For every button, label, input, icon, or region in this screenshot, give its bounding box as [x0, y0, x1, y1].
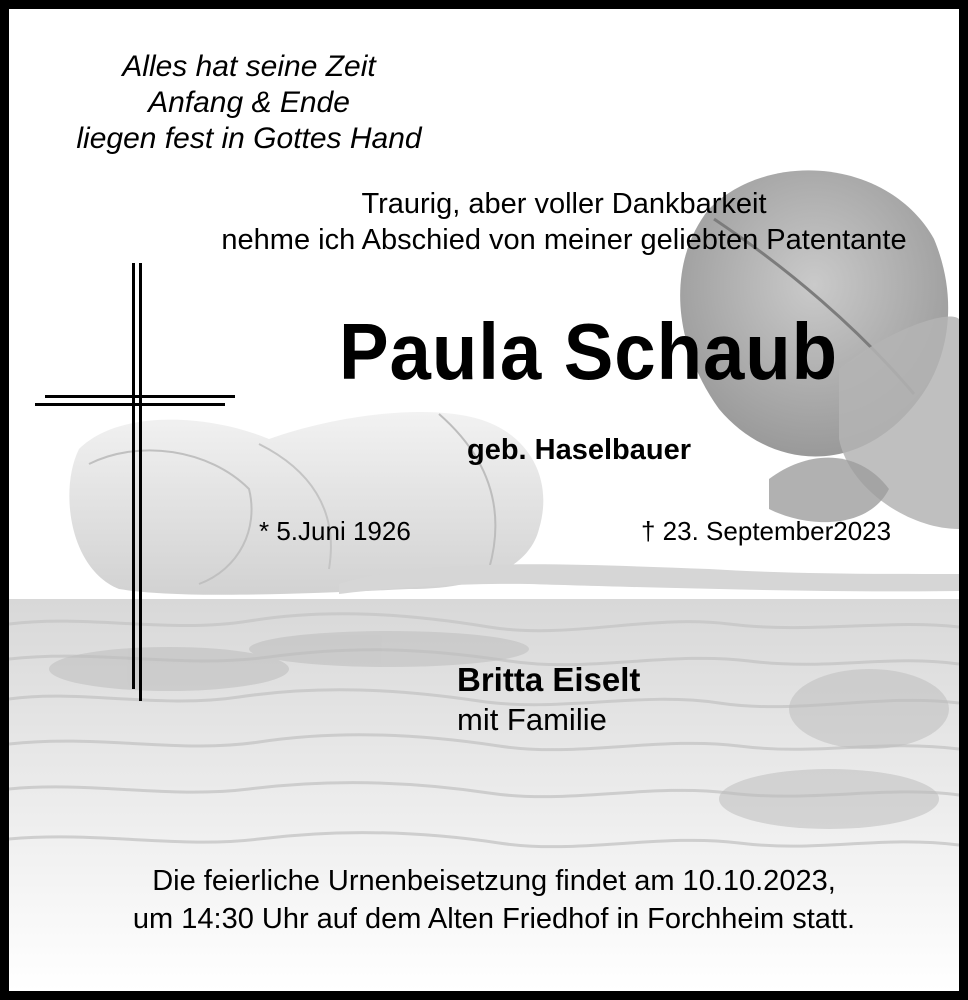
death-date: † 23. September2023 — [641, 516, 892, 546]
motto-line: Alles hat seine Zeit — [122, 50, 376, 83]
motto-line: liegen fest in Gottes Hand — [76, 122, 422, 155]
funeral-line: Die feierliche Urnenbeisetzung findet am 10.10.2023, — [152, 865, 836, 897]
funeral-line: um 14:30 Uhr auf dem Alten Friedhof in Forchheim statt. — [132, 903, 856, 935]
intro-line: nehme ich Abschied von meiner geliebten Patentante — [221, 224, 907, 256]
mourner-name: Britta Eiselt — [457, 661, 641, 698]
motto-line: Anfang & Ende — [148, 86, 350, 119]
cross-icon — [35, 263, 235, 703]
motto — [29, 49, 469, 157]
obituary-card — [9, 9, 959, 991]
maiden-name: geb. Haselbauer — [467, 434, 692, 466]
mourner-relation: mit Familie — [457, 702, 607, 737]
funeral-notice — [69, 862, 919, 938]
deceased-name: Paula Schaub — [339, 307, 839, 396]
intro-text — [189, 186, 939, 258]
birth-date: * 5.Juni 1926 — [259, 516, 411, 546]
intro-line: Traurig, aber voller Dankbarkeit — [361, 188, 767, 220]
